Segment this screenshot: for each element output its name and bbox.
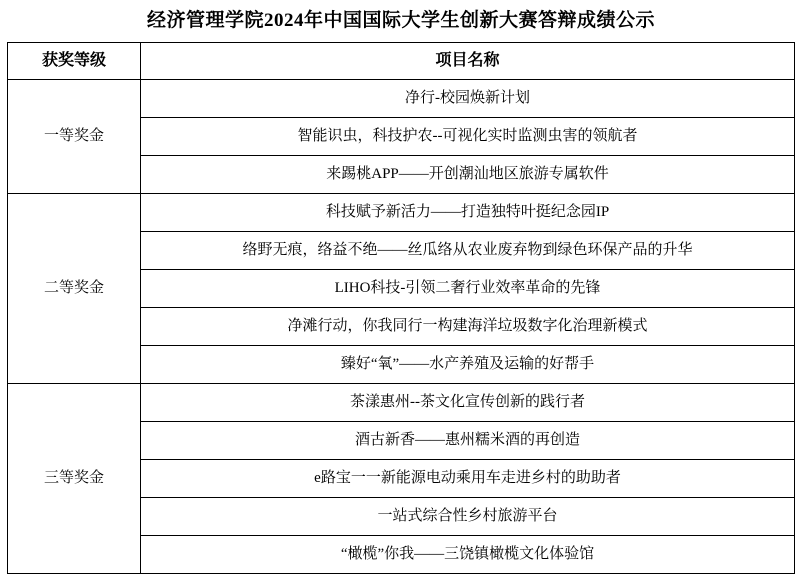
table-body — [8, 79, 795, 573]
table-row — [8, 193, 795, 231]
project-name-cell: 净滩行动，你我同行一构建海洋垃圾数字化治理新模式 — [141, 307, 795, 345]
project-name-cell: 智能识虫，科技护农--可视化实时监测虫害的领航者 — [141, 117, 795, 155]
project-name-cell: 一站式综合性乡村旅游平台 — [141, 497, 795, 535]
award-level-cell: 一等奖金 — [8, 79, 141, 193]
project-name-cell: LIHO科技-引领二奢行业效率革命的先锋 — [141, 269, 795, 307]
page-title: 经济管理学院2024年中国国际大学生创新大赛答辩成绩公示 — [146, 10, 655, 31]
project-name-cell: 臻好“氧”——水产养殖及运输的好帮手 — [141, 345, 795, 383]
project-name-cell: 酒古新香——惠州糯米酒的再创造 — [141, 421, 795, 459]
project-name-cell: “橄榄”你我——三饶镇橄榄文化体验馆 — [141, 535, 795, 573]
table-header — [8, 42, 795, 79]
table-header-row — [8, 42, 795, 79]
award-level-cell: 二等奖金 — [8, 193, 141, 383]
project-name-cell: 科技赋予新活力——打造独特叶挺纪念园IP — [141, 193, 795, 231]
table-row — [8, 79, 795, 117]
project-name-cell: 络野无痕，络益不绝——丝瓜络从农业废弃物到绿色环保产品的升华 — [141, 231, 795, 269]
column-header-award: 获奖等级 — [8, 42, 141, 79]
award-level-cell: 三等奖金 — [8, 383, 141, 573]
project-name-cell: 茶漾惠州--茶文化宣传创新的践行者 — [141, 383, 795, 421]
project-name-cell: e路宝一一新能源电动乘用车走进乡村的助助者 — [141, 459, 795, 497]
project-name-cell: 来踢桃APP——开创潮汕地区旅游专属软件 — [141, 155, 795, 193]
project-name-cell: 净行-校园焕新计划 — [141, 79, 795, 117]
grades-table — [7, 42, 795, 574]
table-row — [8, 383, 795, 421]
column-header-project: 项目名称 — [141, 42, 795, 79]
